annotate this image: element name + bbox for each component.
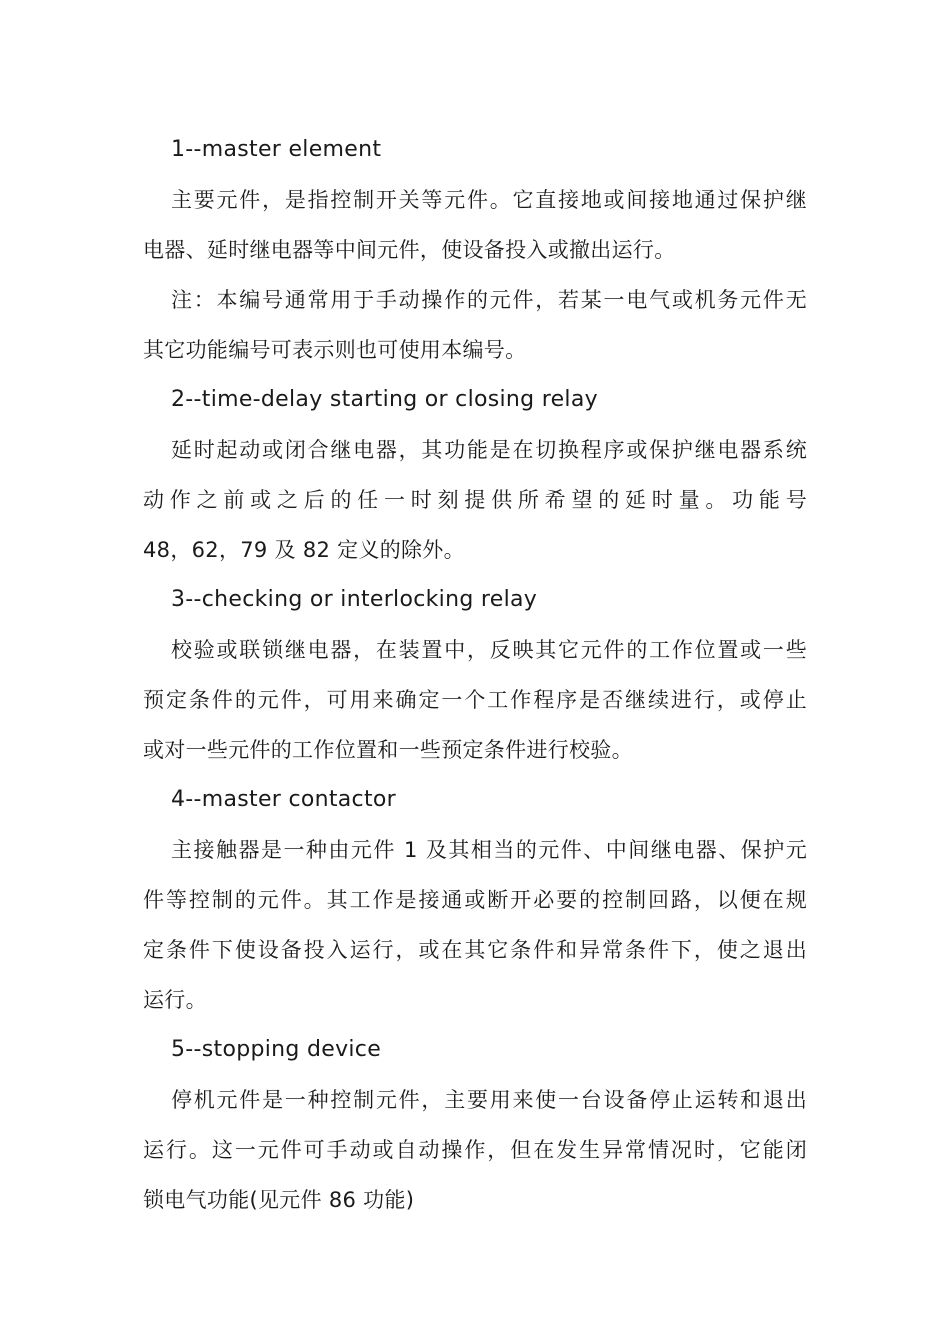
section-4-para-1-line-3: 定条件下使设备投入运行，或在其它条件和异常条件下，使之退出 xyxy=(143,938,807,962)
section-1-para-2-line-2: 其它功能编号可表示则也可使用本编号。 xyxy=(143,338,527,362)
section-5-para-1-line-3: 锁电气功能(见元件 86 功能) xyxy=(143,1188,415,1212)
section-2-para-1-line-1: 延时起动或闭合继电器，其功能是在切换程序或保护继电器系统 xyxy=(171,438,807,462)
section-1-para-2-line-1: 注：本编号通常用于手动操作的元件，若某一电气或机务元件无 xyxy=(171,288,807,312)
section-2-para-1-line-3: 48，62，79 及 82 定义的除外。 xyxy=(143,538,465,562)
section-2-para-1-line-2: 动作之前或之后的任一时刻提供所希望的延时量。功能号 xyxy=(143,488,807,512)
section-4-heading: 4--master contactor xyxy=(171,787,396,812)
section-3-para-1-line-3: 或对一些元件的工作位置和一些预定条件进行校验。 xyxy=(143,738,633,762)
section-3-para-1-line-2: 预定条件的元件，可用来确定一个工作程序是否继续进行，或停止 xyxy=(143,688,807,712)
document-body xyxy=(143,125,807,1225)
section-4-para-1-line-1: 主接触器是一种由元件 1 及其相当的元件、中间继电器、保护元 xyxy=(171,838,807,862)
section-3-para-1-line-1: 校验或联锁继电器，在装置中，反映其它元件的工作位置或一些 xyxy=(171,638,807,662)
section-1-para-1-line-1: 主要元件，是指控制开关等元件。它直接地或间接地通过保护继 xyxy=(171,188,807,212)
section-2-heading: 2--time-delay starting or closing relay xyxy=(171,387,598,412)
section-4-para-1-line-4: 运行。 xyxy=(143,988,207,1012)
section-5-para-1-line-1: 停机元件是一种控制元件，主要用来使一台设备停止运转和退出 xyxy=(171,1088,807,1112)
section-5-para-1-line-2: 运行。这一元件可手动或自动操作，但在发生异常情况时，它能闭 xyxy=(143,1138,807,1162)
section-3-heading: 3--checking or interlocking relay xyxy=(171,587,538,612)
section-4-para-1-line-2: 件等控制的元件。其工作是接通或断开必要的控制回路，以便在规 xyxy=(143,888,807,912)
section-5-heading: 5--stopping device xyxy=(171,1037,382,1062)
section-1-heading: 1--master element xyxy=(171,137,382,162)
section-1-para-1-line-2: 电器、延时继电器等中间元件，使设备投入或撤出运行。 xyxy=(143,238,676,262)
